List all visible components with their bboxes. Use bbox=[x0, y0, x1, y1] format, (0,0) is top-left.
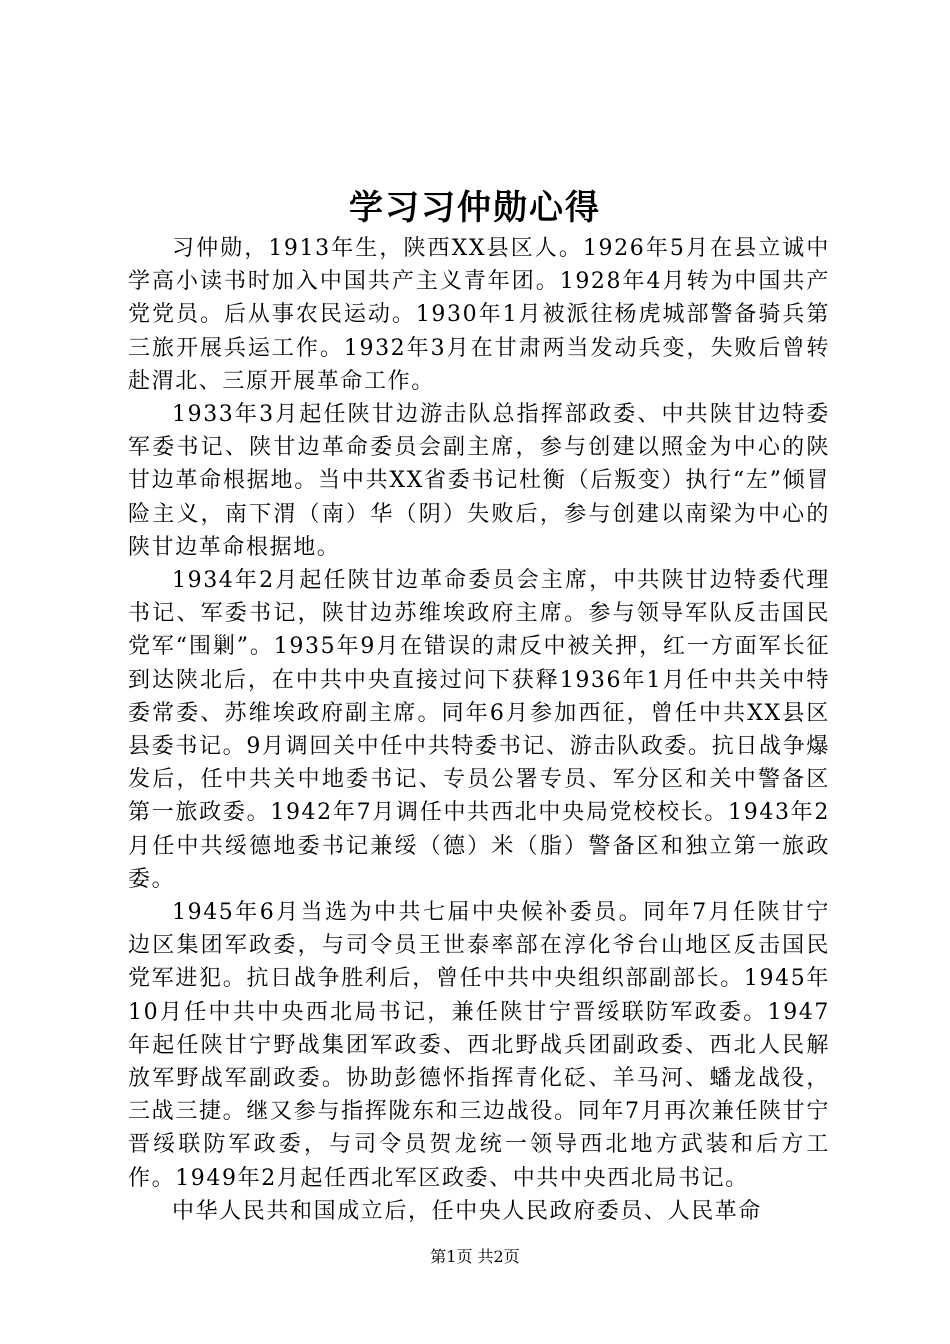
paragraph-3: 1934年2月起任陕甘边革命委员会主席，中共陕甘边特委代理书记、军委书记，陕甘边苏维埃政府主席。参与领导军队反击国民党军“围剿”。1935年9月在错误的肃反中被关押，红一方面军长征到达陕北后，在中共中央直接过问下获释1936年1月任中共关中特委常委、苏维埃政府副主席。同年6月参加西征，曾任中共XX县区县委书记。9月调回关中任中共特委书记、游击队政委。抗日战争爆发后，任中共关中地委书记、专员公署专员、军分区和关中警备区第一旅政委。1942年7月调任中共西北中央局党校校长。1943年2月任中共绥德地委书记兼绥（德）米（脂）警备区和独立第一旅政委。 bbox=[128, 568, 830, 892]
paragraph-4: 1945年6月当选为中共七届中央候补委员。同年7月任陕甘宁边区集团军政委，与司令员王世泰率部在淳化爷台山地区反击国民党军进犯。抗日战争胜利后，曾任中共中央组织部副部长。1945年10月任中共中央西北局书记，兼任陕甘宁晋绥联防军政委。1947年起任陕甘宁野战集团军政委、西北野战兵团副政委、西北人民解放军野战军副政委。协助彭德怀指挥青化砭、羊马河、蟠龙战役，三战三捷。继又参与指挥陇东和三边战役。同年7月再次兼任陕甘宁晋绥联防军政委，与司令员贺龙统一领导西北地方武装和后方工作。1949年2月起任西北军区政委、中共中央西北局书记。 bbox=[128, 900, 830, 1191]
paragraph-5: 中华人民共和国成立后，任中央人民政府委员、人民革命 bbox=[172, 1198, 763, 1224]
document-body bbox=[128, 232, 830, 1228]
paragraph-2: 1933年3月起任陕甘边游击队总指挥部政委、中共陕甘边特委军委书记、陕甘边革命委员会副主席，参与创建以照金为中心的陕甘边革命根据地。当中共XX省委书记杜衡（后叛变）执行“左”倾冒险主义，南下渭（南）华（阴）失败后，参与创建以南梁为中心的陕甘边革命根据地。 bbox=[128, 402, 830, 560]
document-title: 学习习仲勋心得 bbox=[349, 188, 601, 228]
page-footer: 第1页 共2页 bbox=[430, 1247, 520, 1266]
paragraph-1: 习仲勋，1913年生，陕西XX县区人。1926年5月在县立诚中学高小读书时加入中国共产主义青年团。1928年4月转为中国共产党党员。后从事农民运动。1930年1月被派往杨虎城部警备骑兵第三旅开展兵运工作。1932年3月在甘肃两当发动兵变，失败后曾转赴渭北、三原开展革命工作。 bbox=[128, 236, 830, 394]
